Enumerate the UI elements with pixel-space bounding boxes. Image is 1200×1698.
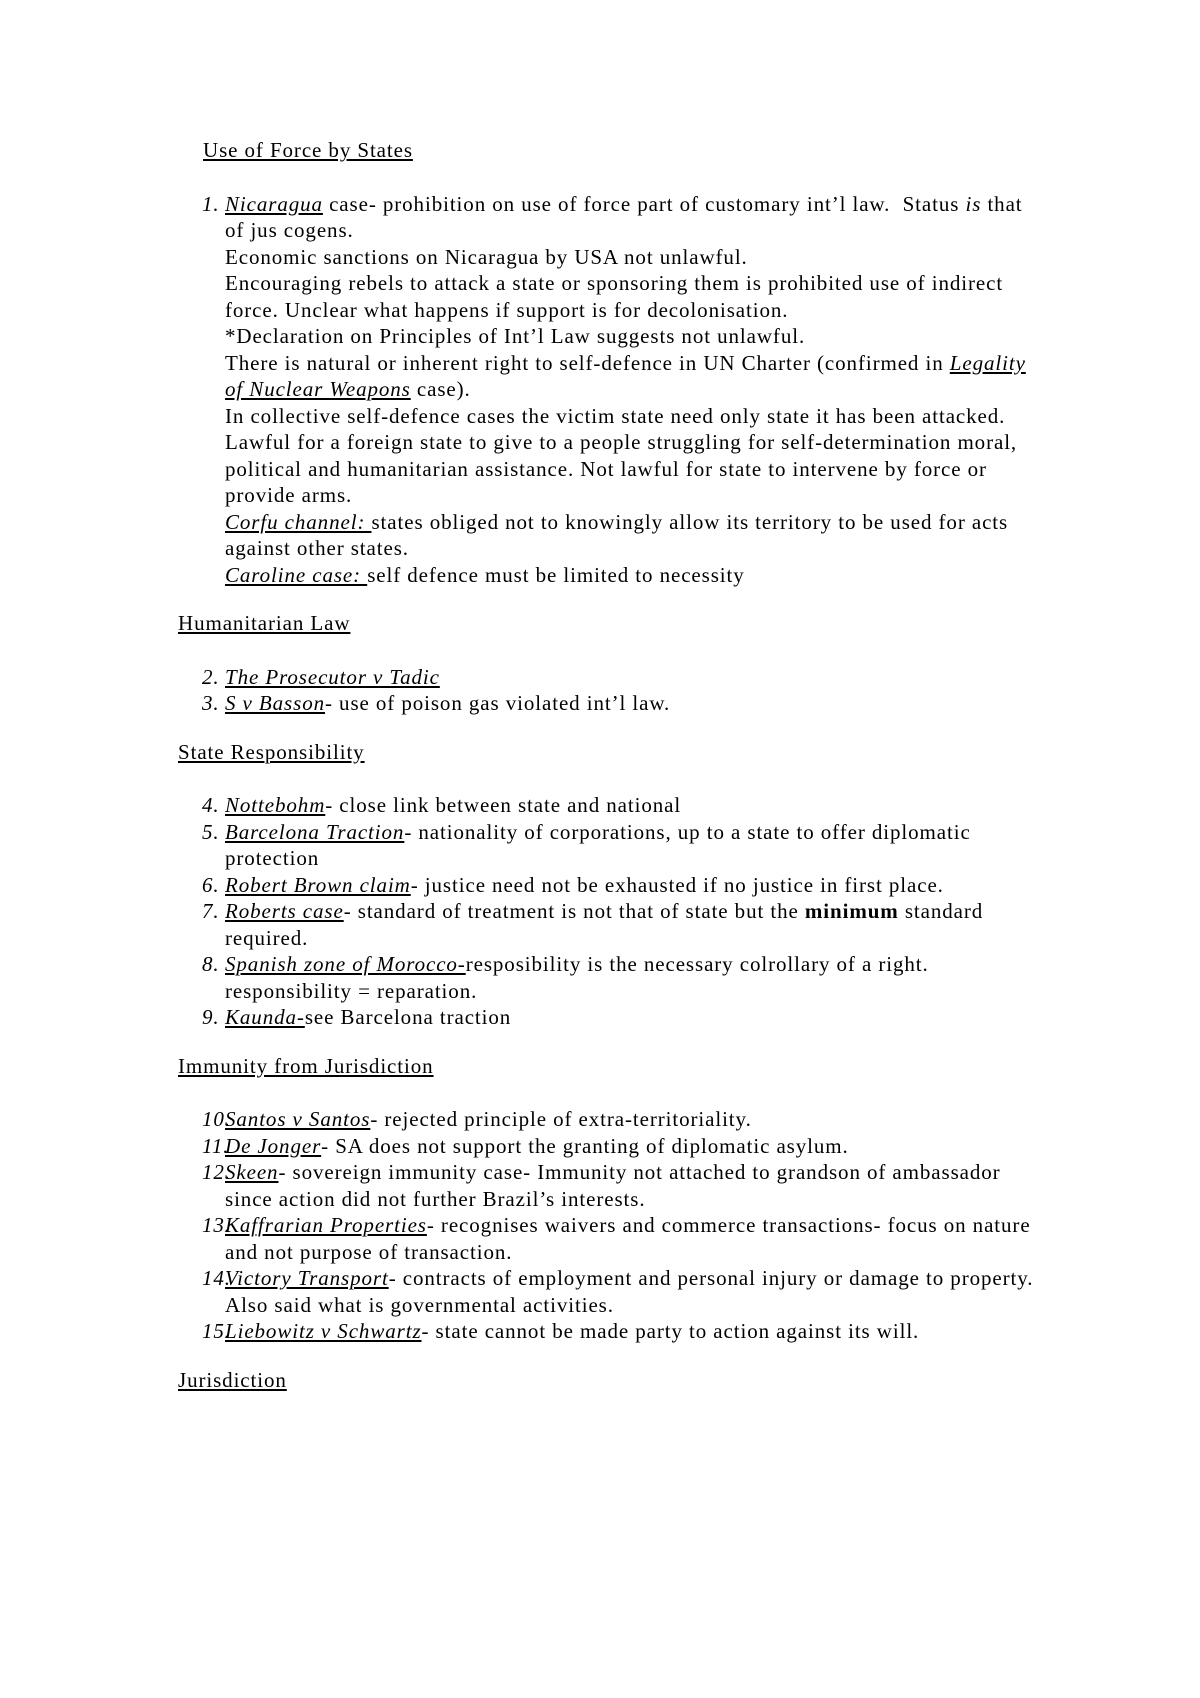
list-item-number: 11. [202,1133,230,1158]
section-heading: Jurisdiction [178,1367,287,1392]
list-item [178,1265,1037,1318]
text-segment: Lawful for a foreign state to give to a people struggling for self-determination moral, political and humanitarian assistance. Not lawful for state to intervene by force or provide arms. [225,430,1018,507]
list-item-number: 3. [202,691,220,715]
item-paragraph [225,1133,1037,1160]
section-heading: Immunity from Jurisdiction [178,1053,434,1078]
list-item [178,792,1037,819]
list-item [178,1318,1037,1345]
list-item-text [225,1004,1037,1031]
list-item [178,872,1037,899]
list-item-number: 8. [202,952,220,976]
item-paragraph [225,1004,1037,1031]
case-name: Roberts case [225,899,344,923]
item-paragraph [225,562,1037,589]
list-item-number: 14. [202,1266,231,1290]
list-item-text [225,664,1037,691]
text-segment: - standard of treatment is not that of state but the [343,899,805,923]
list-item-text [225,1159,1037,1212]
item-paragraph [225,690,1037,717]
item-paragraph [225,819,1037,872]
case-name: Kaffrarian Properties [225,1213,427,1237]
text-segment: - recognises waivers and commerce transactions- focus on nature and not purpose of transaction. [225,1213,1031,1264]
list-item [178,1212,1037,1265]
list-item-text [225,1133,1037,1160]
document-section [178,137,1037,588]
item-paragraph [225,191,1037,244]
item-paragraph [225,978,1037,1005]
list-item [178,664,1037,691]
list-item [178,1004,1037,1031]
text-segment: case- prohibition on use of force part of customary int’l law. Status [322,191,966,216]
document-body [178,137,1037,1393]
list-item [178,819,1037,872]
case-name: Victory Transport [225,1266,389,1290]
text-segment: - sovereign immunity case- Immunity not attached to grandson of ambassador since action did not further Brazil’s interests. [225,1160,1001,1211]
text-segment: - state cannot be made party to action against its will. [421,1319,920,1343]
item-paragraph [225,270,1037,323]
list-item [178,191,1037,589]
list-item [178,1159,1037,1212]
list-item-text [225,1265,1037,1318]
list-item [178,1133,1037,1160]
text-segment: resposibility is the necessary colrollary of a right. [465,952,929,976]
text-segment: Economic sanctions on Nicaragua by USA not unlawful. [225,244,748,269]
document-section [178,610,1037,717]
text-segment: *Declaration on Principles of Int’l Law suggests not unlawful. [225,324,806,348]
case-name: Nicaragua [225,191,323,216]
item-paragraph [225,350,1037,403]
item-paragraph [225,1159,1037,1212]
list-item [178,1106,1037,1133]
list-item-text [225,872,1037,899]
item-paragraph [225,429,1037,509]
list-item-number: 1. [202,191,220,216]
list-item-text [225,898,1037,951]
case-name: Barcelona Traction [225,819,405,844]
case-name: Santos v Santos [225,1107,371,1131]
list-item-text [225,951,1037,1004]
list-item-number: 15. [202,1319,231,1343]
list-item-text [225,1106,1037,1133]
case-name: Robert Brown claim [225,872,411,897]
case-name: De Jonger [225,1133,322,1158]
document-section [178,739,1037,1031]
text-segment: - nationality of corporations, up to a state to offer diplomatic protection [225,819,971,870]
text-segment: case). [410,377,471,401]
section-heading: State Responsibility [178,739,365,764]
text-segment: - rejected principle of extra-territoriality. [370,1107,752,1131]
list-item-number: 4. [202,793,220,817]
list-item-number: 6. [202,872,220,897]
list-item-text [225,690,1037,717]
case-name: Caroline case: [225,562,368,587]
case-name: The Prosecutor v Tadic [225,664,440,689]
document-section [178,1367,1037,1394]
item-paragraph [225,1318,1037,1345]
list-item-text [225,1318,1037,1345]
item-paragraph [225,951,1037,978]
list-item [178,898,1037,951]
text-segment: In collective self-defence cases the victim state need only state it has been attacked. [225,403,1006,428]
case-name: Corfu channel: [225,509,372,534]
case-name: Skeen [225,1160,279,1184]
list-item-text [225,191,1037,589]
list-item-number: 13. [202,1213,231,1237]
text-segment: see Barcelona traction [304,1005,512,1029]
text-segment: is [965,191,982,216]
text-segment: Encouraging rebels to attack a state or sponsoring them is prohibited use of indirect force. Unclear what happens if support is for decolonisation. [225,271,1004,322]
section-heading: Humanitarian Law [178,611,351,635]
text-segment: There is natural or inherent right to self-defence in UN Charter (confirmed in [225,350,950,375]
list-item-number: 2. [202,664,220,689]
text-segment: responsibility = reparation. [225,978,478,1003]
item-paragraph [225,898,1037,951]
item-paragraph [225,403,1037,430]
item-paragraph [225,1106,1037,1133]
case-name: Legality of Nuclear Weapons [225,350,1026,401]
item-paragraph [225,244,1037,271]
text-segment: - justice need not be exhausted if no justice in first place. [410,872,944,897]
item-paragraph [225,792,1037,819]
list-item-text [225,1212,1037,1265]
document-section [178,1053,1037,1345]
list-item-text [225,792,1037,819]
item-paragraph [225,1212,1037,1265]
case-name: Liebowitz v Schwartz [225,1319,422,1343]
list-item-number: 12. [202,1160,231,1184]
text-segment: self defence must be limited to necessity [367,562,745,587]
item-paragraph [225,509,1037,562]
list-item-number: 10. [202,1107,231,1131]
list-item-text [225,819,1037,872]
item-paragraph [225,664,1037,691]
case-name: Spanish zone of Morocco- [225,952,466,976]
item-paragraph [225,1265,1037,1318]
case-name: Nottebohm [225,793,326,817]
item-paragraph [225,323,1037,350]
item-paragraph [225,872,1037,899]
text-segment: - use of poison gas violated int’l law. [325,691,671,715]
list-item [178,951,1037,1004]
section-heading: Use of Force by States [203,138,413,162]
list-item-number: 9. [202,1005,220,1029]
list-item-number: 7. [202,899,220,923]
text-segment: - SA does not support the granting of diplomatic asylum. [321,1133,849,1158]
text-segment: - close link between state and national [325,793,682,817]
list-item-number: 5. [202,819,220,844]
text-segment: minimum [804,899,899,923]
list-item [178,690,1037,717]
case-name: S v Basson [225,691,325,715]
case-name: Kaunda- [225,1005,305,1029]
text-segment: standard required. [225,899,984,950]
text-segment: - contracts of employment and personal injury or damage to property. Also said what is governmental activities. [225,1266,1034,1317]
text-segment: that of jus cogens. [225,191,1023,242]
text-segment: states obliged not to knowingly allow its territory to be used for acts against other states. [225,509,1009,560]
